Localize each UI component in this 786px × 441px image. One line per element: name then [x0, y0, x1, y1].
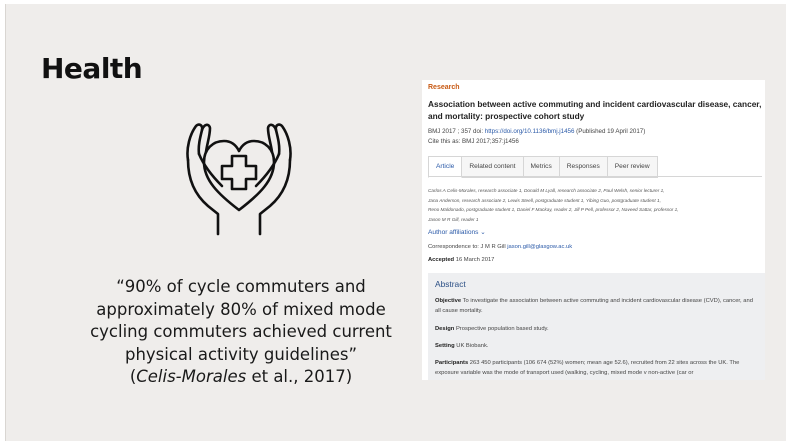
abstract-label: Participants [435, 360, 469, 366]
accepted-date [428, 257, 494, 263]
author-line: Jason M R Gill, reader 1 [428, 216, 479, 222]
article-citation [428, 128, 645, 135]
abstract-text: UK Biobank. [454, 343, 489, 349]
published-date: (Published 19 April 2017) [574, 128, 646, 135]
article-title: Association between active commuting and incident cardiovascular disease, cancer, and mortality: prospective cohort study [428, 99, 762, 121]
quote-cite-rest: et al., 2017) [246, 367, 353, 386]
abstract-heading: Abstract [435, 279, 466, 289]
author-line: Reno Maldonado, postgraduate student 1, Daniel F Mackay, reader 2, Jill P Pell, professor 2, Naveed Sattar, professor 1, [428, 207, 679, 213]
abstract-text: To investigate the association between active commuting and incident cardiovascular disease (CVD), cancer, and all cause mortality. [435, 298, 753, 314]
accepted-value: 16 March 2017 [454, 257, 495, 263]
author-list [428, 186, 758, 224]
hands-heart-cross-icon [178, 116, 300, 240]
author-line: Jana Anderson, research associate 2, Lewis Steell, postgraduate student 1, Yibing Guo, postgraduate student 1, [428, 197, 661, 203]
citation-prefix: BMJ 2017 ; 357 doi: [428, 128, 485, 135]
abstract-design [435, 324, 753, 334]
abstract-text: 263 450 participants (106 674 (52%) women; mean age 52.6), recruited from 22 sites across the UK. The exposure variable was the mode of transport used (walking, cycling, mixed mode v non-active (car or [435, 360, 740, 376]
quote-cite-open: ( [129, 367, 137, 386]
author-line: Carlos A Celis-Morales, research associate 1, Donald M Lyall, research associate 2, Paul Welsh, senior lecturer 1, [428, 188, 665, 193]
tabs-divider [428, 176, 762, 177]
correspondence-label: Correspondence to: J M R Gill [428, 244, 508, 250]
abstract-box [428, 273, 765, 380]
quote-block [76, 276, 406, 389]
cite-as: Cite this as: BMJ 2017;357:j1456 [428, 138, 519, 145]
tab-peer-review[interactable]: Peer review [608, 156, 658, 178]
accepted-label: Accepted [428, 257, 455, 263]
abstract-objective [435, 296, 753, 316]
article-tabs [428, 156, 658, 176]
tab-responses[interactable]: Responses [560, 156, 608, 178]
tab-article[interactable]: Article [428, 156, 462, 178]
doi-link[interactable]: https://doi.org/10.1136/bmj.j1456 [484, 128, 575, 135]
abstract-text: Prospective population based study. [454, 326, 549, 332]
abstract-label: Design [435, 326, 455, 332]
quote-text: “90% of cycle commuters and approximately 80% of mixed mode cycling commuters achieved current physical activity guidelines” [90, 277, 392, 364]
article-screenshot [422, 80, 765, 380]
abstract-setting [435, 341, 753, 351]
article-section-label[interactable]: Research [428, 84, 460, 91]
abstract-participants [435, 358, 753, 378]
correspondence [428, 244, 572, 250]
correspondence-email-link[interactable]: jason.gill@glasgow.ac.uk [507, 244, 573, 250]
slide-title: Health [41, 52, 143, 85]
abstract-label: Setting [435, 343, 455, 349]
tab-related-content[interactable]: Related content [462, 156, 523, 178]
author-affiliations-toggle[interactable]: Author affiliations ⌄ [428, 229, 486, 236]
quote-cite-author: Celis-Morales [136, 367, 247, 386]
abstract-label: Objective [435, 298, 462, 304]
tab-metrics[interactable]: Metrics [524, 156, 560, 178]
